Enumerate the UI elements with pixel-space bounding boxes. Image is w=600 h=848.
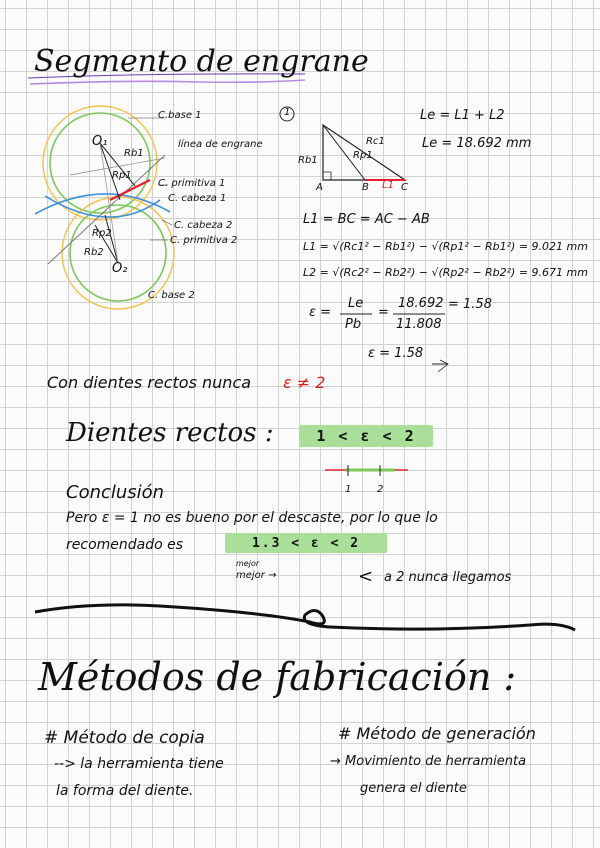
mejor-small: mejor xyxy=(236,559,260,568)
addendum-arc-1 xyxy=(35,194,170,214)
eq-le-def: Le = L1 + L2 xyxy=(420,108,505,123)
eq-l2: L2 = √(Rc2² − Rb2²) − √(Rp2² − Rb2²) = 9.671 mm xyxy=(303,266,588,279)
eq-eps-lhs: ε = xyxy=(309,305,332,320)
label-c-base-2: C. base 2 xyxy=(148,290,195,301)
label-rp1: Rp1 xyxy=(112,170,132,181)
tri-a: A xyxy=(316,182,323,193)
divider-swirl xyxy=(35,605,575,630)
label-c-cabeza-1: C. cabeza 1 xyxy=(168,193,227,204)
label-c-base-1: C.base 1 xyxy=(158,110,202,121)
tri-rp1: Rp1 xyxy=(353,150,373,161)
eq-l1-a: L1 = BC = AC − AB xyxy=(303,212,430,227)
label-c-cabeza-2: C. cabeza 2 xyxy=(174,220,233,231)
eq-eps-result: = 1.58 xyxy=(448,297,492,312)
line-of-action xyxy=(48,155,165,264)
step-number: 1 xyxy=(284,107,291,118)
label-c-primitiva-1: C. primitiva 1 xyxy=(158,178,226,189)
tri-c: C xyxy=(401,182,408,193)
label-rp2: Rp2 xyxy=(92,228,112,239)
center-line xyxy=(100,143,118,263)
label-o2: O₂ xyxy=(112,261,128,276)
eq-le-val: Le = 18.692 mm xyxy=(422,136,532,151)
conclusion-line-2: recomendado es xyxy=(66,537,184,553)
copia-title: # Método de copia xyxy=(44,728,205,748)
eq-eps-den1: Pb xyxy=(345,317,362,332)
eq-eps-final: ε = 1.58 xyxy=(368,346,424,361)
conclusion-line-1: Pero ε = 1 no es bueno por el descaste, por lo que lo xyxy=(66,510,438,526)
metodos-title: Métodos de fabricación : xyxy=(38,655,517,699)
copia-line-2: la forma del diente. xyxy=(56,783,194,799)
label-linea-engrane: línea de engrane xyxy=(178,139,263,150)
tick-1: 1 xyxy=(345,484,352,495)
tri-rb1: Rb1 xyxy=(298,155,318,166)
range-highlight-2: 1.3 < ε < 2 xyxy=(225,533,387,553)
label-rb2: Rb2 xyxy=(84,247,104,258)
tri-rc1: Rc1 xyxy=(366,136,385,147)
copia-line-1: --> la herramienta tiene xyxy=(54,756,224,772)
tri-l1: L1 xyxy=(382,180,394,191)
eq-eps-num2: 18.692 xyxy=(398,296,444,311)
eq-eps-eq: = xyxy=(378,305,389,320)
eq-eps-num1: Le xyxy=(348,296,364,311)
page-title: Segmento de engrane xyxy=(34,44,369,79)
eq-l1-b: L1 = √(Rc1² − Rb1²) − √(Rp1² − Rb1²) = 9.021 mm xyxy=(303,240,588,253)
title-underline xyxy=(30,80,305,84)
label-o1: O₁ xyxy=(92,134,108,149)
con-dientes-text: Con dientes rectos nunca xyxy=(47,373,252,392)
range-highlight-1: 1 < ε < 2 xyxy=(299,425,433,447)
gen-line-2: genera el diente xyxy=(360,781,467,796)
lt-symbol: < xyxy=(358,566,374,587)
label-c-primitiva-2: C. primitiva 2 xyxy=(170,235,238,246)
nunca-llegamos: a 2 nunca llegamos xyxy=(384,570,512,585)
tri-b: B xyxy=(362,182,369,193)
tick-2: 2 xyxy=(377,484,384,495)
con-dientes-red: ε ≠ 2 xyxy=(283,373,326,392)
label-rb1: Rb1 xyxy=(124,148,144,159)
gen-title: # Método de generación xyxy=(338,724,536,743)
dientes-rectos-title: Dientes rectos : xyxy=(66,418,274,448)
conclusion-title: Conclusión xyxy=(66,482,165,503)
mejor-arrow: mejor → xyxy=(236,570,277,581)
eq-eps-den2: 11.808 xyxy=(396,317,442,332)
gen-line-1: → Movimiento de herramienta xyxy=(330,754,527,769)
